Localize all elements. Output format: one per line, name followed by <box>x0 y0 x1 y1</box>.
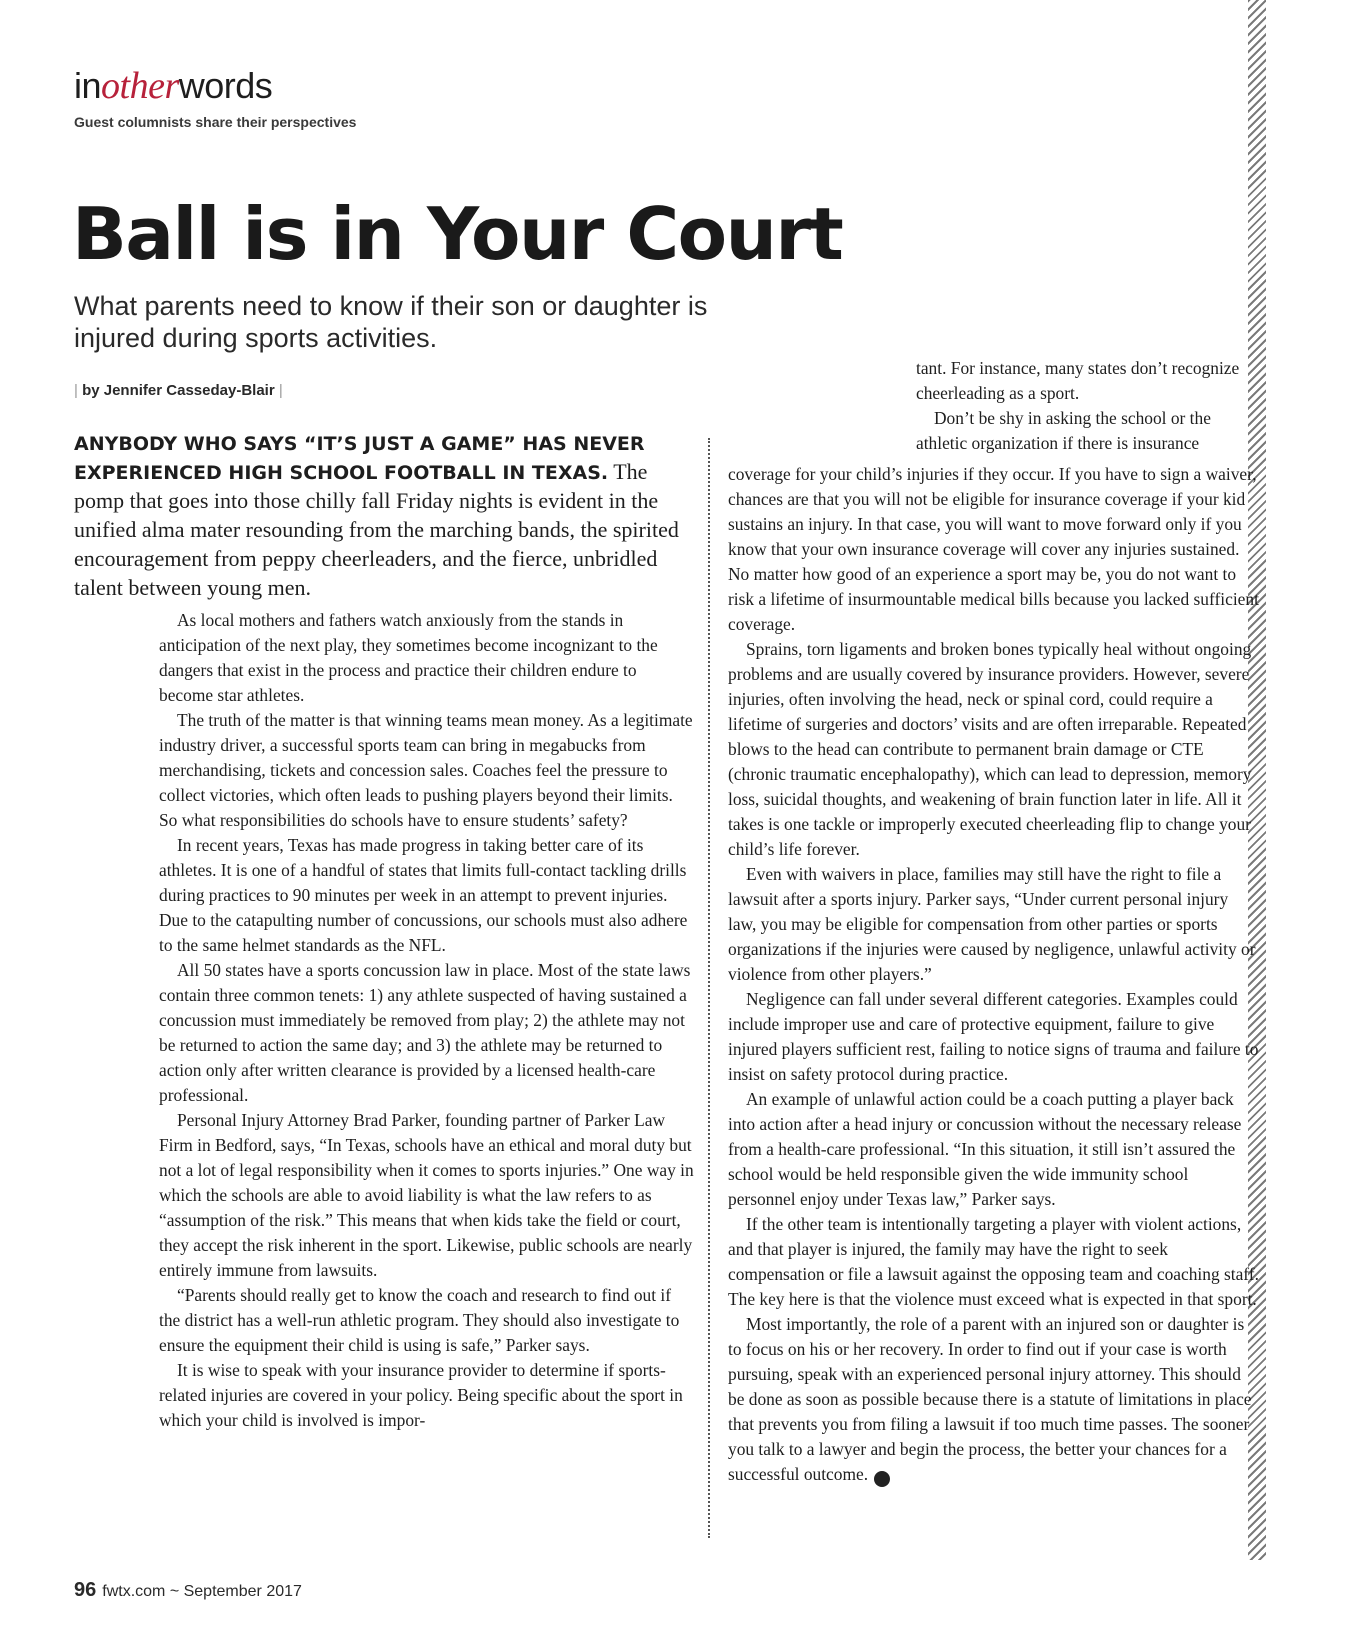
byline-author: by Jennifer Casseday-Blair <box>82 382 275 399</box>
body-paragraph: All 50 states have a sports concussion law in place. Most of the state laws contain three common tenets: 1) any athlete suspected of having sustained a concussion must immediately be removed from play; 2) the athlete may not be returned to action the same day; and 3) the athlete may be returned to action only after written clearance is provided by a licensed health-care professional. <box>159 960 691 1105</box>
section-prefix: in <box>74 65 102 106</box>
body-paragraph: If the other team is intentionally targeting a player with violent actions, and that player is injured, the family may have the right to seek compensation or file a lawsuit against the opposing team and coaching staff. The key here is that the violence must exceed what is expected in that sport. <box>728 1214 1259 1309</box>
byline: | by Jennifer Casseday-Blair | <box>74 382 283 399</box>
lead-kicker: ANYBODY WHO SAYS “IT’S JUST A GAME” HAS NEVER EXPERIENCED HIGH SCHOOL FOOTBALL IN TEXAS. <box>74 433 645 484</box>
lead-text: The pomp that goes into those chilly fall Friday nights is evident in the unified alma mater resounding from the marching bands, the spirited encouragement from peppy cheerleaders, and the fierce, unbridled talent between young men. <box>74 459 679 600</box>
section-heading <box>74 64 272 108</box>
article-subtitle: What parents need to know if their son or daughter is injured during sports activities. <box>74 291 708 353</box>
body-column-2-top <box>916 356 1260 456</box>
body-paragraph: It is wise to speak with your insurance provider to determine if sports-related injuries are covered in your policy. Being specific about the sport in which your child is involved is impor- <box>159 1360 683 1430</box>
lead-paragraph <box>74 428 694 602</box>
final-paragraph-text: Most importantly, the role of a parent with an injured son or daughter is to focus on his or her recovery. In order to find out if your case is worth pursuing, speak with an experienced personal injury attorney. This should be done as soon as possible because there is a statute of limitations in place that prevents you from filing a lawsuit if too much time passes. The sooner you talk to a lawyer and begin the process, the better your chances for a successful outcome. <box>728 1314 1252 1484</box>
body-paragraph: Negligence can fall under several different categories. Examples could include improper use and care of protective equipment, failure to give injured players sufficient rest, failing to notice signs of trauma and failure to insist on safety protocol during practice. <box>728 989 1259 1084</box>
body-paragraph: As local mothers and fathers watch anxiously from the stands in anticipation of the next play, they sometimes become incognizant to the dangers that exist in the process and practice their children endure to become star athletes. <box>159 610 658 705</box>
end-mark-icon: ▶ <box>874 1471 890 1487</box>
section-suffix: words <box>178 65 273 106</box>
section-tagline: Guest columnists share their perspectives <box>74 114 357 130</box>
body-paragraph: In recent years, Texas has made progress in taking better care of its athletes. It is one of a handful of states that limits full-contact tackling drills during practices to 90 minutes per week in an attempt to prevent injuries. Due to the catapulting number of concussions, our schools must also adhere to the same helmet standards as the NFL. <box>159 835 688 955</box>
page-number: 96 <box>74 1579 97 1601</box>
body-paragraph: tant. For instance, many states don’t recognize cheerleading as a sport. <box>916 358 1240 403</box>
article-title: Ball is in Your Court <box>72 192 843 276</box>
body-paragraph: Don’t be shy in asking the school or the athletic organization if there is insurance <box>916 408 1211 453</box>
publication-info: fwtx.com ~ September 2017 <box>102 1583 302 1600</box>
column-divider <box>708 438 710 1538</box>
section-accent: other <box>101 65 179 107</box>
body-paragraph: Sprains, torn ligaments and broken bones typically heal without ongoing problems and are usually covered by insurance providers. However, severe injuries, often involving the head, neck or spinal cord, could require a lifetime of surgeries and doctors’ visits and are often irreparable. Repeated blows to the head can contribute to permanent brain damage or CTE (chronic traumatic encephalopathy), which can lead to depression, memory loss, suicidal thoughts, and weakening of brain function later in life. All it takes is one tackle or improperly executed cheerleading flip to change your child’s life forever. <box>728 639 1252 859</box>
body-paragraph: Even with waivers in place, families may still have the right to file a lawsuit after a sports injury. Parker says, “Under current personal injury law, you may be eligible for compensation from other parties or sports organizations if the injuries were caused by negligence, unlawful activity or violence from other players.” <box>728 864 1256 984</box>
body-paragraph: Personal Injury Attorney Brad Parker, founding partner of Parker Law Firm in Bedford, says, “In Texas, schools have an ethical and moral duty but not a lot of legal responsibility when it comes to sports injuries.” One way in which the schools are able to avoid liability is what the law refers to as “assumption of the risk.” This means that when kids take the field or court, they accept the risk inherent in the sport. Likewise, public schools are nearly entirely immune from lawsuits. <box>159 1110 694 1280</box>
body-paragraph: The truth of the matter is that winning teams mean money. As a legitimate industry driver, a successful sports team can bring in megabucks from merchandising, tickets and concession sales. Coaches feel the pressure to collect victories, which often leads to pushing players beyond their limits. So what responsibilities do schools have to ensure students’ safety? <box>159 710 693 830</box>
body-column-2 <box>728 462 1260 1487</box>
body-column-1 <box>159 608 694 1433</box>
body-paragraph: coverage for your child’s injuries if they occur. If you have to sign a waiver, chances are that you will not be eligible for insurance coverage if your kid sustains an injury. In that case, you will want to move forward only if you know that your own insurance coverage will cover any injuries sustained. No matter how good of an experience a sport may be, you do not want to risk a lifetime of insurmountable medical bills because you lacked sufficient coverage. <box>728 464 1259 634</box>
body-paragraph-last <box>728 1312 1260 1487</box>
body-paragraph: “Parents should really get to know the coach and research to find out if the district has a well-run athletic program. They should also investigate to ensure the equipment their child is using is safe,” Parker says. <box>159 1285 680 1355</box>
body-paragraph: An example of unlawful action could be a coach putting a player back into action after a head injury or concussion without the necessary release from a health-care professional. “In this situation, it still isn’t assured the school would be held responsible given the wide immunity school personnel enjoy under Texas law,” Parker says. <box>728 1089 1242 1209</box>
page-footer <box>74 1579 302 1602</box>
